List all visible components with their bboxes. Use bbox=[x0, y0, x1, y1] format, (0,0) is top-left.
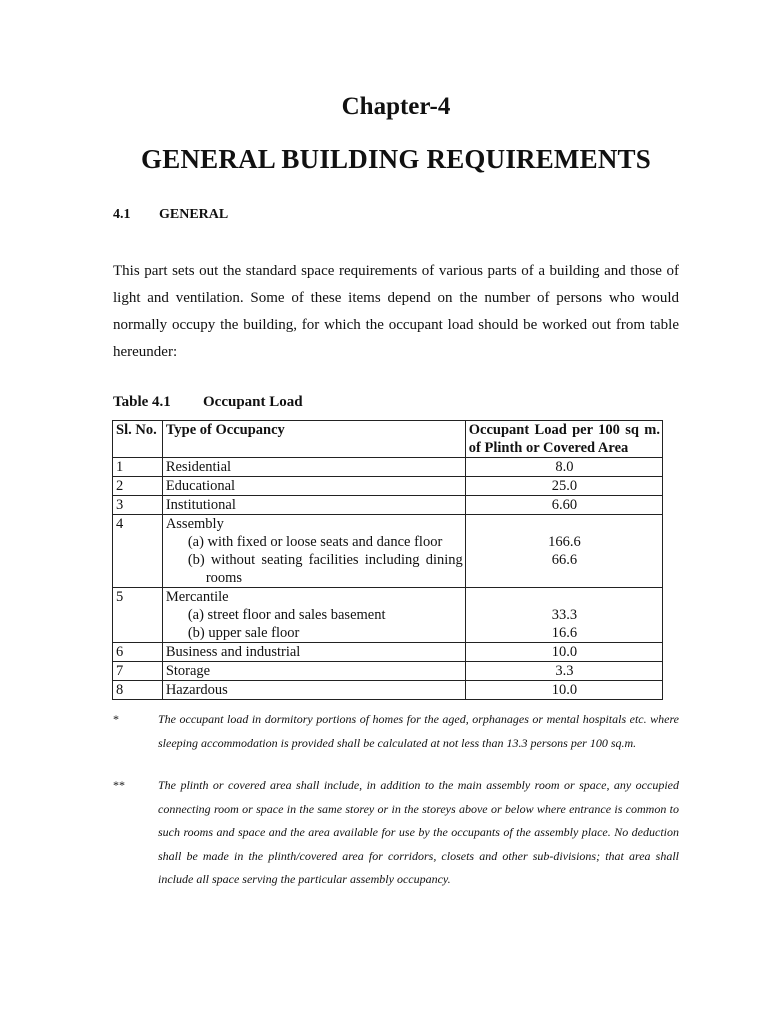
row-type-group bbox=[162, 588, 465, 643]
row-sl: 7 bbox=[113, 662, 163, 681]
row-value: 6.60 bbox=[465, 496, 662, 515]
sub-item: (a) with fixed or loose seats and dance floor bbox=[187, 534, 443, 550]
row-value-group bbox=[465, 588, 662, 643]
row-value: 10.0 bbox=[465, 643, 662, 662]
header-sl-no: Sl. No. bbox=[113, 421, 163, 458]
sub-value: 66.6 bbox=[551, 552, 578, 568]
footnote-text: The occupant load in dormitory portions of homes for the aged, orphanages or mental hospitals etc. where sleeping accommodation is provided shall be calculated at not less than 13.3 persons per 100 sq.m. bbox=[158, 712, 679, 750]
header-occupant-load: Occupant Load per 100 sq m. of Plinth or Covered Area bbox=[465, 421, 662, 458]
row-value: 25.0 bbox=[465, 477, 662, 496]
row-sl: 8 bbox=[113, 681, 163, 700]
table-row bbox=[113, 477, 663, 496]
sub-item: (a) street floor and sales basement bbox=[187, 607, 386, 623]
table-number: Table 4.1 bbox=[113, 394, 171, 410]
row-value: 10.0 bbox=[465, 681, 662, 700]
row-type: Storage bbox=[162, 662, 465, 681]
table-row bbox=[113, 515, 663, 588]
occupant-load-table bbox=[112, 420, 663, 700]
chapter-heading: Chapter-4 bbox=[341, 93, 451, 120]
footnote-marker: ** bbox=[113, 778, 125, 792]
row-value-group bbox=[465, 515, 662, 588]
header-type-of-occupancy: Type of Occupancy bbox=[162, 421, 465, 458]
row-type: Educational bbox=[162, 477, 465, 496]
table-row bbox=[113, 588, 663, 643]
footnote-text: The plinth or covered area shall include, in addition to the main assembly room or space, any occupied connecting room or space in the same storey or in the storeys above or below where entrance is common to such rooms and space and the area available for use by the occupants of the assembly place. No deduction shall be made in the plinth/covered area for corridors, closets and other sub-divisions; that area shall include all space serving the particular assembly occupancy. bbox=[158, 778, 679, 886]
row-sl: 2 bbox=[113, 477, 163, 496]
row-value: 8.0 bbox=[465, 458, 662, 477]
sub-value: 33.3 bbox=[551, 607, 578, 623]
sub-value: 166.6 bbox=[548, 534, 581, 550]
sub-value: 16.6 bbox=[551, 625, 578, 641]
table-row bbox=[113, 643, 663, 662]
row-sl: 4 bbox=[113, 515, 163, 588]
row-type: Hazardous bbox=[162, 681, 465, 700]
intro-paragraph: This part sets out the standard space requirements of various parts of a building and those of light and ventilation. Some of these items depend on the number of persons who would normally occupy the building, for which the occupant load should be worked out from table hereunder: bbox=[113, 263, 679, 360]
row-type-group bbox=[162, 515, 465, 588]
table-row bbox=[113, 496, 663, 515]
row-sl: 5 bbox=[113, 588, 163, 643]
table-row bbox=[113, 681, 663, 700]
row-sl: 3 bbox=[113, 496, 163, 515]
sub-item: (b) upper sale floor bbox=[187, 625, 300, 641]
footnote-marker: * bbox=[113, 712, 119, 726]
section-number: 4.1 bbox=[113, 207, 131, 222]
row-value: 3.3 bbox=[465, 662, 662, 681]
row-sl: 1 bbox=[113, 458, 163, 477]
table-row bbox=[113, 662, 663, 681]
row-sl: 6 bbox=[113, 643, 163, 662]
row-type: Residential bbox=[162, 458, 465, 477]
row-type: Business and industrial bbox=[162, 643, 465, 662]
table-header-row bbox=[113, 421, 663, 458]
table-title: Occupant Load bbox=[203, 394, 303, 410]
section-title: GENERAL bbox=[159, 207, 229, 222]
table-row bbox=[113, 458, 663, 477]
row-type: Assembly bbox=[165, 516, 224, 532]
row-type: Institutional bbox=[162, 496, 465, 515]
page-title: GENERAL BUILDING REQUIREMENTS bbox=[141, 144, 651, 174]
sub-item: (b) without seating facilities including dining rooms bbox=[187, 552, 463, 586]
row-type: Mercantile bbox=[165, 589, 229, 605]
